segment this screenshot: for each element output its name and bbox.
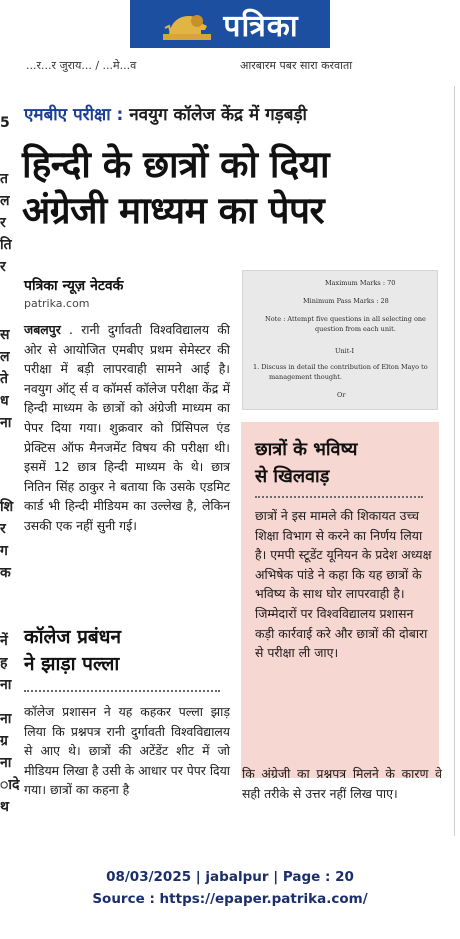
edge-fragment: ग — [0, 543, 8, 559]
kicker-text: नवयुग कॉलेज केंद्र में गड़बड़ी — [123, 105, 307, 125]
edge-fragment: ध — [0, 393, 9, 409]
edge-fragment: ना — [0, 755, 12, 771]
sidebar-heading — [255, 436, 431, 490]
dateline-place: जबलपुर — [24, 322, 61, 337]
paper-text: Maximum Marks : 70 — [325, 279, 396, 287]
edge-fragment: ते — [0, 371, 8, 387]
newspaper-clipping — [0, 56, 460, 846]
lion-logo-icon — [161, 4, 213, 44]
headline-line: हिन्दी के छात्रों को दिया — [22, 143, 330, 186]
site-label: patrika.com — [24, 297, 90, 310]
edge-fragment: र — [0, 215, 6, 231]
headline — [22, 142, 442, 234]
top-strip-left: ...र...र जुराय... / ...मे...व — [26, 59, 137, 72]
source-footer — [0, 866, 460, 910]
edge-fragment: शि — [0, 499, 14, 515]
subheading-line: कॉलेज प्रबंधन — [24, 626, 121, 648]
exam-paper-photo — [242, 270, 438, 410]
article-body-end: कि अंग्रेजी का प्रश्नपत्र मिलने के कारण वे सही तरीके से उत्तर नहीं लिख पाए। — [242, 766, 442, 801]
edge-fragment: ना — [0, 677, 12, 693]
masthead — [130, 0, 330, 48]
source-link[interactable]: Source : https://epaper.patrika.com/ — [92, 891, 368, 907]
subheading-line: ने झाड़ा पल्ला — [24, 653, 120, 675]
top-strip — [0, 56, 460, 74]
edge-fragment: 5 — [0, 115, 10, 131]
sidebar-heading-line: छात्रों के भविष्य — [255, 439, 358, 460]
edge-fragment: ना — [0, 415, 12, 431]
top-strip-right: आरबारम पबर सारा करवाता — [240, 59, 353, 72]
edge-fragment: ल — [0, 349, 10, 365]
edge-fragment: नें — [0, 633, 8, 649]
edge-fragment: ादे — [0, 777, 20, 793]
paper-text: Unit-I — [335, 347, 355, 355]
headline-line: अंग्रेजी माध्यम का पेपर — [22, 189, 325, 232]
paper-text: 1. Discuss in detail the contribution of Elton Mayo to — [253, 363, 428, 371]
right-column-divider — [454, 86, 460, 836]
dotted-divider — [24, 690, 220, 692]
edge-fragment: ह — [0, 655, 8, 671]
edition-info: 08/03/2025 | jabalpur | Page : 20 — [106, 869, 354, 885]
brand-name: पत्रिका — [223, 8, 299, 44]
paper-text: question from each unit. — [315, 325, 396, 333]
sidebar-box — [241, 422, 439, 778]
edge-fragment: र — [0, 259, 6, 275]
byline: पत्रिका न्यूज़ नेटवर्क — [24, 278, 124, 294]
edge-fragment: ग्र — [0, 733, 8, 749]
sidebar-heading-line: से खिलवाड़ — [255, 466, 330, 487]
subheading — [24, 624, 230, 678]
edge-fragment: थ — [0, 799, 9, 815]
article-body — [24, 320, 230, 536]
edge-fragment: र — [0, 521, 6, 537]
edge-fragment: क — [0, 565, 11, 581]
paper-text: Or — [337, 391, 346, 399]
paper-text: Minimum Pass Marks : 28 — [303, 297, 389, 305]
edge-fragment: ति — [0, 237, 12, 253]
kicker — [24, 102, 307, 125]
edge-fragment: स — [0, 327, 10, 343]
sidebar-body: छात्रों ने इस मामले की शिकायत उच्च शिक्षा विभाग से करने का निर्णय लिया है। एमपी स्टूडेंट यूनियन के प्रदेश अध्यक्ष अभिषेक पांडे ने कहा कि यह छात्रों के भविष्य के साथ घोर लापरवाही है। जिम्मेदारों पर विश्वविद्यालय प्रशासन कड़ी कार्रवाई करे और छात्रों की दोबारा से परीक्षा ली जाए। — [255, 508, 432, 661]
edge-fragment: ना — [0, 711, 12, 727]
kicker-label: एमबीए परीक्षा : — [24, 105, 124, 125]
paper-text: management thought. — [269, 373, 342, 381]
dotted-divider — [255, 496, 423, 498]
article-text: . रानी दुर्गावती विश्वविद्यालय की ओर से आयोजित एमबीए प्रथम सेमेस्टर की परीक्षा में बड़ी लापरवाही सामने आई है। नवयुग ऑट् र्स व कॉमर्स कॉलेज परीक्षा केंद्र में हिन्दी माध्यम के छात्रों को अंग्रेजी माध्यम का पेपर दिया गया। शुक्रवार को प्रिंसिपल एंड प्रेक्टिस ऑफ मैनजमेंट विषय की परीक्षा थी। इसमें 12 छात्र हिन्दी माध्यम के थे। छात्र नितिन सिंह ठाकुर ने बताया कि उसके एडमिट कार्ड भी हिन्दी मीडियम का उल्लेख है, लेकिन उसकी एक नहीं सुनी गई। — [24, 322, 230, 533]
edge-fragment: ल — [0, 193, 10, 209]
edge-fragment: त — [0, 171, 8, 187]
article-body-continued: कॉलेज प्रशासन ने यह कहकर पल्ला झाड़ लिया कि प्रश्नपत्र रानी दुर्गावती विश्वविद्यालय से आए थे। छात्रों की अटेंडेंट शीट में जो मीडियम लिखा है उसी के आधार पर पेपर दिया गया। छात्रों का कहना है — [24, 704, 230, 798]
paper-text: Note : Attempt five questions in all selecting one — [265, 315, 426, 323]
